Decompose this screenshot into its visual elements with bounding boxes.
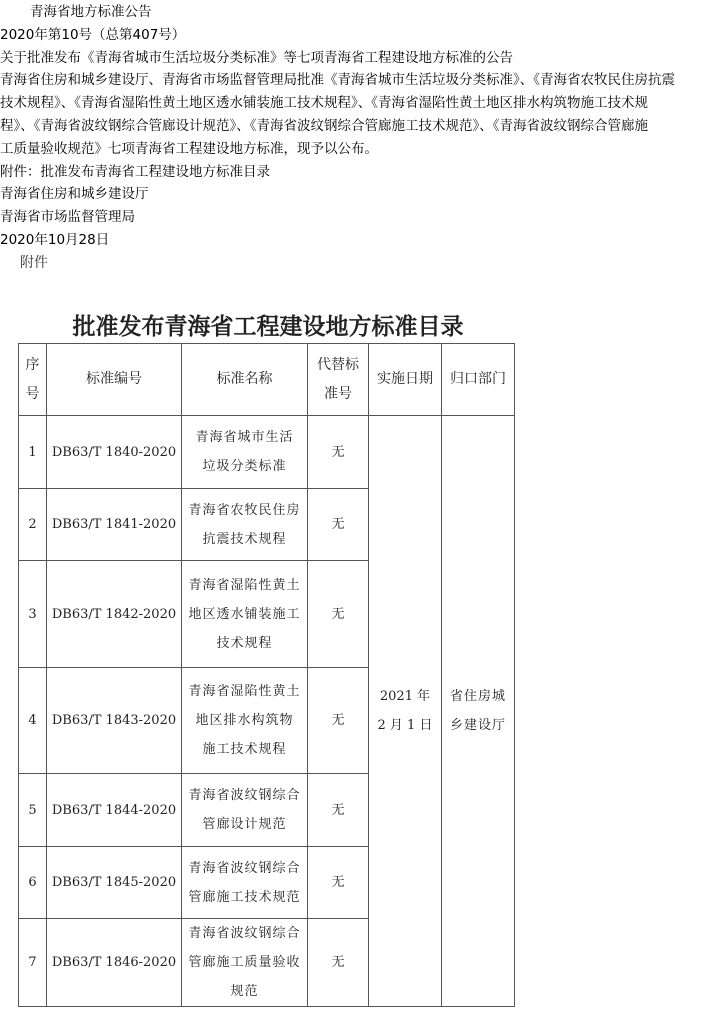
issuer: 青海省市场监督管理局 xyxy=(0,209,135,226)
cell-code: DB63/T 1845-2020 xyxy=(47,847,182,919)
cell-replace: 无 xyxy=(308,919,369,1007)
cell-replace: 无 xyxy=(308,416,369,489)
cell-dept: 省住房城 乡建设厅 xyxy=(442,416,515,1007)
cell-date: 2021 年 2 月 1 日 xyxy=(369,416,442,1007)
header-replace: 代替标 准号 xyxy=(308,344,369,416)
cell-name: 青海省湿陷性黄土 地区透水铺装施工 技术规程 xyxy=(182,561,308,668)
notice-header: 青海省地方标准公告 xyxy=(30,4,152,20)
notice-body-line: 技术规程》、《青海省湿陷性黄土地区透水铺装施工技术规程》、《青海省湿陷性黄土地区排水构筑物施工技术规 xyxy=(0,95,648,112)
cell-code: DB63/T 1840-2020 xyxy=(47,416,182,489)
attachment-label: 附件 xyxy=(20,254,48,271)
header-dept: 归口部门 xyxy=(442,344,515,416)
cell-name: 青海省城市生活 垃圾分类标准 xyxy=(182,416,308,489)
cell-code: DB63/T 1844-2020 xyxy=(47,774,182,847)
cell-name: 青海省湿陷性黄土 地区排水构筑物 施工技术规程 xyxy=(182,668,308,774)
header-no: 序 号 xyxy=(19,344,47,416)
cell-replace: 无 xyxy=(308,847,369,919)
notice-subject: 关于批准发布《青海省城市生活垃圾分类标准》等七项青海省工程建设地方标准的公告 xyxy=(0,49,513,66)
cell-replace: 无 xyxy=(308,489,369,561)
notice-body-line: 工质量验收规范》七项青海省工程建设地方标准，现予以公布。 xyxy=(0,140,378,157)
table-header-row xyxy=(19,344,515,416)
cell-name: 青海省波纹钢综合 管廊设计规范 xyxy=(182,774,308,847)
notice-number: 2020年第10号（总第407号） xyxy=(0,26,186,43)
table-title: 批准发布青海省工程建设地方标准目录 xyxy=(72,313,464,340)
cell-no: 7 xyxy=(19,919,47,1007)
cell-no: 6 xyxy=(19,847,47,919)
table-row xyxy=(19,416,515,489)
cell-replace: 无 xyxy=(308,561,369,668)
cell-name: 青海省波纹钢综合 管廊施工技术规范 xyxy=(182,847,308,919)
notice xyxy=(0,1,718,275)
attachment-line: 附件：批准发布青海省工程建设地方标准目录 xyxy=(0,163,270,180)
header-name: 标准名称 xyxy=(182,344,308,416)
standards-table xyxy=(18,343,515,1007)
cell-code: DB63/T 1842-2020 xyxy=(47,561,182,668)
notice-body-line: 程》、《青海省波纹钢综合管廊设计规范》、《青海省波纹钢综合管廊施工技术规范》、《青海省波纹钢综合管廊施 xyxy=(0,117,648,134)
header-code: 标准编号 xyxy=(47,344,182,416)
cell-replace: 无 xyxy=(308,668,369,774)
notice-date: 2020年10月28日 xyxy=(0,231,110,248)
cell-no: 4 xyxy=(19,668,47,774)
cell-code: DB63/T 1846-2020 xyxy=(47,919,182,1007)
cell-replace: 无 xyxy=(308,774,369,847)
cell-name: 青海省波纹钢综合 管廊施工质量验收 规范 xyxy=(182,919,308,1007)
cell-name: 青海省农牧民住房 抗震技术规程 xyxy=(182,489,308,561)
cell-code: DB63/T 1841-2020 xyxy=(47,489,182,561)
notice-body-line: 青海省住房和城乡建设厅、青海省市场监督管理局批准《青海省城市生活垃圾分类标准》、《青海省农牧民住房抗震 xyxy=(0,72,675,89)
header-date: 实施日期 xyxy=(369,344,442,416)
cell-no: 5 xyxy=(19,774,47,847)
cell-code: DB63/T 1843-2020 xyxy=(47,668,182,774)
cell-no: 3 xyxy=(19,561,47,668)
issuer: 青海省住房和城乡建设厅 xyxy=(0,186,149,203)
cell-no: 2 xyxy=(19,489,47,561)
cell-no: 1 xyxy=(19,416,47,489)
